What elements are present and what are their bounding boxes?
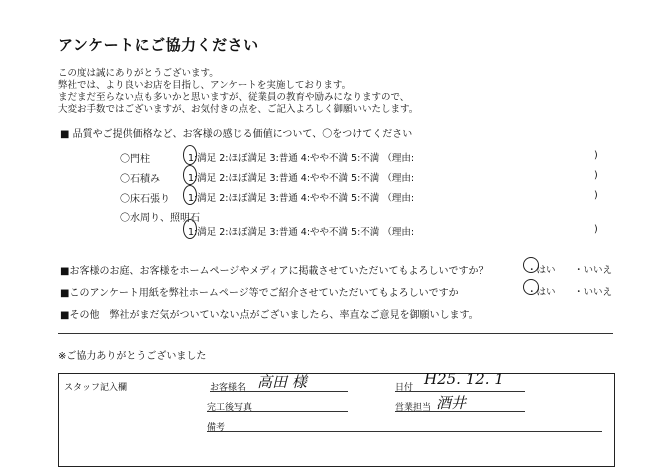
q3-yes-circle	[523, 279, 539, 295]
q2-yes-option[interactable]: ・はい	[527, 265, 556, 276]
q1-item-water-lighting-options[interactable]: 1:満足 2:ほぼ満足 3:普通 4:やや不満 5:不満 （理由:	[188, 227, 415, 238]
intro-line-4: 大変お手数ではございますが、お気付きの点を、ご記入よろしく御願いいたします。	[58, 104, 419, 115]
q1-item-stone-wall-label: 〇石積み	[120, 174, 160, 185]
q1-item-gate-pillar-close: )	[594, 150, 598, 161]
q1-item-stone-floor-close: )	[594, 190, 598, 201]
q2-yes-circle	[523, 257, 539, 273]
q1-item-stone-floor-circle	[183, 185, 197, 205]
q2-no-option[interactable]: ・いいえ	[574, 265, 613, 276]
q1-item-gate-pillar-options[interactable]: 1:満足 2:ほぼ満足 3:普通 4:やや不満 5:不満 （理由:	[188, 153, 415, 164]
q3-heading: ■このアンケート用紙を弊社ホームページ等でご紹介させていただいてもよろしいですか	[60, 288, 459, 299]
customer-name-value[interactable]: 高田 様	[257, 373, 307, 391]
intro-line-2: 弊社では、より良いお店を目指し、アンケートを実施しております。	[58, 80, 352, 91]
form-title: アンケートにご協力ください	[58, 36, 259, 54]
customer-name-label: お客様名	[210, 383, 247, 393]
staff-box	[58, 373, 615, 467]
q3-yes-option[interactable]: ・はい	[527, 287, 556, 298]
comment-line	[58, 333, 613, 334]
date-label: 日付	[395, 383, 414, 393]
thanks-note: ※ご協力ありがとうございました	[58, 351, 207, 362]
q1-item-water-lighting-label: 〇水周り、照明石	[120, 213, 200, 224]
intro-line-1: この度は誠にありがとうございます。	[58, 68, 219, 79]
q1-item-stone-wall-circle	[183, 165, 197, 185]
q1-item-gate-pillar-label: 〇門柱	[120, 154, 150, 165]
q1-heading: ■ 品質やご提供価格など、お客様の感じる価値について、〇をつけてください	[60, 129, 413, 140]
q4-heading: ■その他 弊社がまだ気がついていない点がございましたら、率直なご意見を御願いします。	[60, 310, 479, 321]
customer-name-underline	[210, 391, 348, 392]
q1-item-stone-floor-label: 〇床石張り	[120, 194, 170, 205]
q1-item-stone-wall-options[interactable]: 1:満足 2:ほぼ満足 3:普通 4:やや不満 5:不満 （理由:	[188, 173, 415, 184]
q1-item-water-lighting-close: )	[594, 224, 598, 235]
q1-item-water-lighting-circle	[183, 219, 197, 239]
q1-item-stone-floor-options[interactable]: 1:満足 2:ほぼ満足 3:普通 4:やや不満 5:不満 （理由:	[188, 193, 415, 204]
notes-label: 備考	[207, 423, 226, 433]
photo-label: 完工後写真	[207, 403, 253, 413]
staff-section-label: スタッフ記入欄	[64, 383, 128, 393]
q2-heading: ■お客様のお庭、お客様をホームページやメディアに掲載させていただいてもよろしいですか？	[60, 266, 489, 277]
notes-underline	[207, 431, 602, 432]
date-value[interactable]: H25. 12. 1	[424, 370, 504, 388]
q1-item-gate-pillar-circle	[183, 145, 197, 165]
q1-item-stone-wall-close: )	[594, 170, 598, 181]
intro-line-3: まだまだ至らない点も多いかと思いますが、従業員の教育や励みになりますので、	[58, 92, 410, 103]
photo-underline	[207, 411, 348, 412]
sales-rep-value[interactable]: 酒井	[436, 394, 467, 412]
q3-no-option[interactable]: ・いいえ	[574, 287, 613, 298]
sales-rep-underline	[395, 411, 525, 412]
sales-rep-label: 営業担当	[395, 403, 432, 413]
